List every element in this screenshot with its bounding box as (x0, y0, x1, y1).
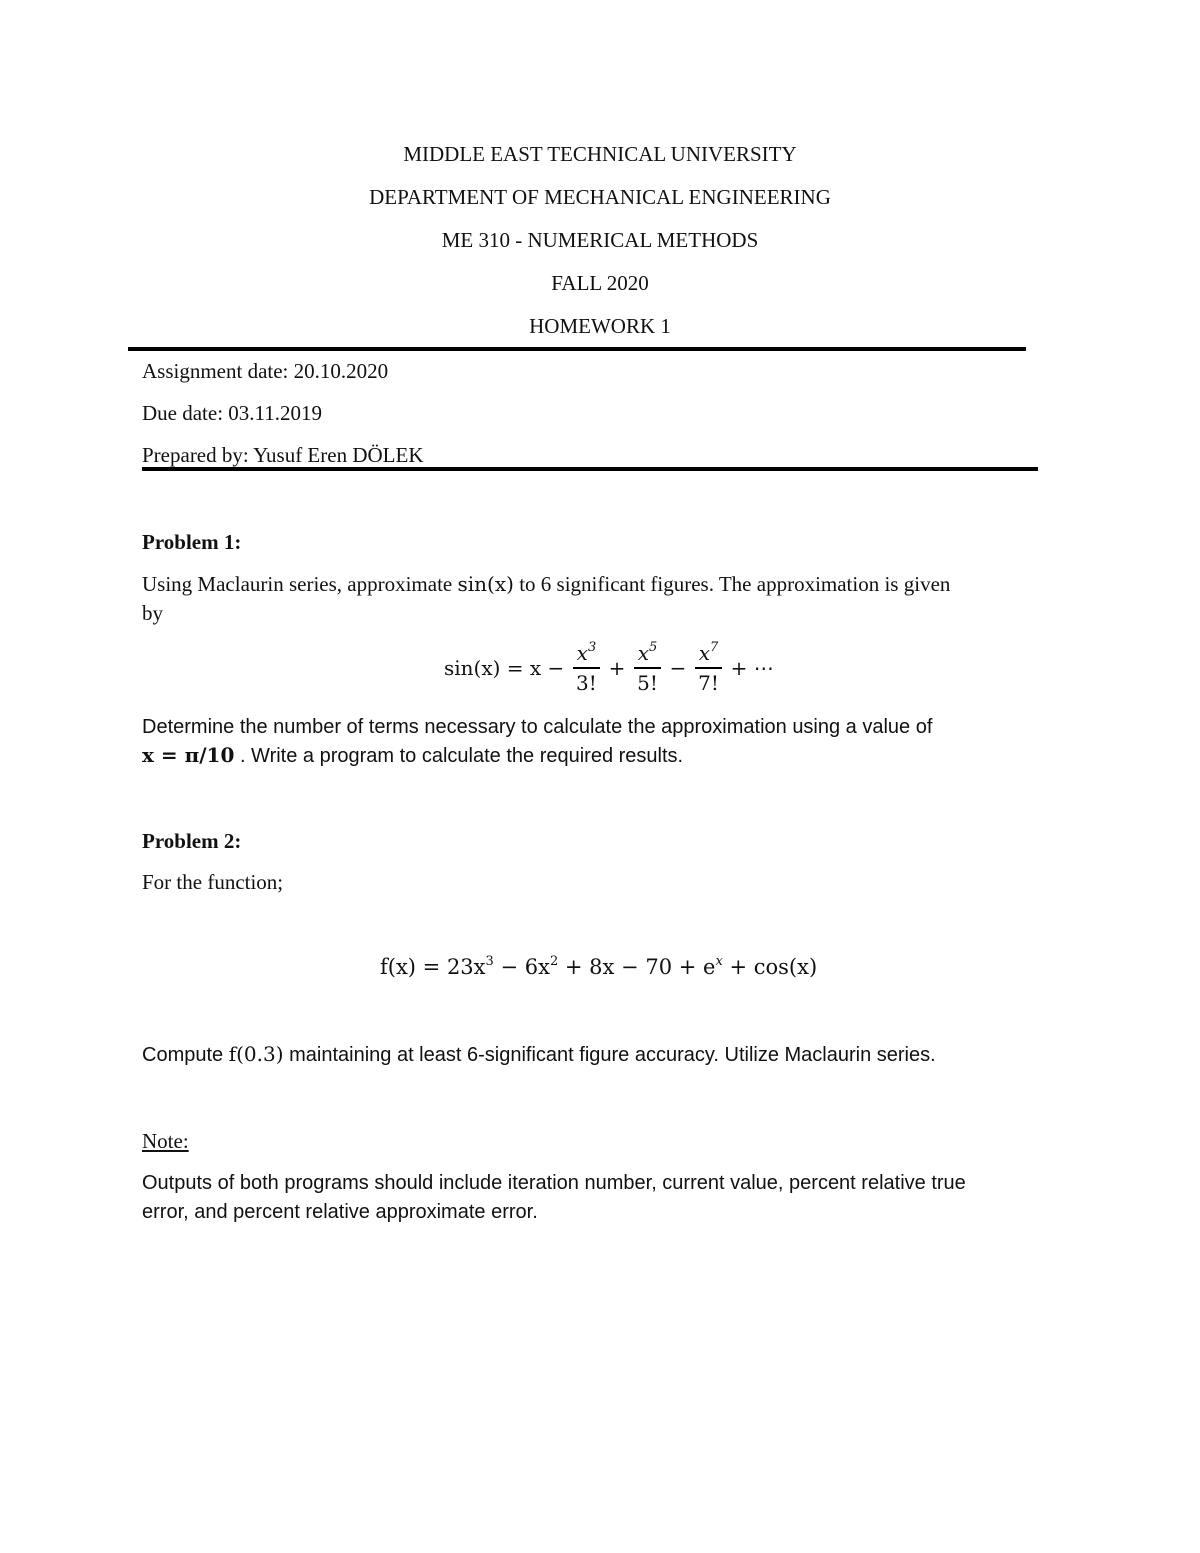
term-3-num: x (698, 641, 711, 665)
note-label: Note: (142, 1129, 189, 1153)
eq-exp-1: 3 (485, 954, 494, 969)
compute-fn: f(0.3) (228, 1042, 284, 1066)
problem-2-intro: For the function; (142, 870, 284, 894)
problem-2-compute (142, 1040, 936, 1069)
university-name: MIDDLE EAST TECHNICAL UNIVERSITY (403, 142, 797, 166)
term-3-exp: 7 (710, 640, 719, 655)
problem-1-title: Problem 1: (142, 530, 242, 554)
homework-title: HOMEWORK 1 (529, 314, 671, 338)
eq-part-3: + 8x − 70 + e (558, 955, 716, 979)
series-tail: + ⋯ (730, 656, 774, 680)
eq-part-4: + cos(x) (722, 955, 818, 979)
note-line-1: Outputs of both programs should include iteration number, current value, percent relative true (142, 1172, 966, 1194)
operator-minus: − (669, 656, 687, 680)
department-name: DEPARTMENT OF MECHANICAL ENGINEERING (369, 185, 831, 209)
compute-a: Compute (142, 1044, 229, 1066)
eq-part-2: − 6x (493, 955, 550, 979)
problem-2-title: Problem 2: (142, 829, 242, 853)
problem-1-intro (142, 570, 1082, 598)
problem-1-intro-fn: sin(x) (457, 572, 514, 596)
due-date: Due date: 03.11.2019 (142, 401, 323, 425)
operator-plus: + (608, 656, 626, 680)
compute-b: maintaining at least 6-significant figure accuracy. Utilize Maclaurin series. (283, 1044, 936, 1066)
term-2-den: 5! (637, 671, 658, 695)
prepared-by: Prepared by: Yusuf Eren DÖLEK (142, 443, 424, 467)
eq-exp-3: x (715, 954, 723, 969)
term-3-den: 7! (698, 671, 719, 695)
problem-1-x-line (142, 741, 683, 770)
sine-series-equation (444, 641, 774, 695)
term-x5-fraction (634, 641, 662, 695)
term-1-den: 3! (576, 671, 597, 695)
term-x3-fraction (573, 641, 601, 695)
problem-1-intro-b: to 6 significant figures. The approximation is given (513, 572, 951, 596)
problem-1-intro-a: Using Maclaurin series, approximate (142, 572, 458, 596)
function-equation (380, 955, 817, 979)
term-1-exp: 3 (587, 640, 597, 655)
term-1-num: x (576, 641, 588, 665)
write-program-text: . Write a program to calculate the required results. (234, 745, 684, 767)
term-x7-fraction (695, 641, 723, 695)
note-line-2: error, and percent relative approximate error. (142, 1201, 538, 1223)
x-value: x = π/10 (142, 743, 235, 767)
term: FALL 2020 (551, 271, 649, 295)
course-title: ME 310 - NUMERICAL METHODS (441, 228, 759, 252)
sine-lhs: sin(x) = x − (444, 656, 565, 680)
term-2-num: x (637, 641, 649, 665)
eq-part-1: f(x) = 23x (380, 955, 486, 979)
bottom-divider (142, 467, 1038, 471)
problem-1-intro-by: by (142, 601, 163, 625)
term-2-exp: 5 (648, 640, 658, 655)
eq-exp-2: 2 (549, 954, 559, 969)
problem-1-determine: Determine the number of terms necessary to calculate the approximation using a value of (142, 716, 933, 738)
top-divider (128, 347, 1026, 351)
assignment-date: Assignment date: 20.10.2020 (142, 359, 389, 383)
